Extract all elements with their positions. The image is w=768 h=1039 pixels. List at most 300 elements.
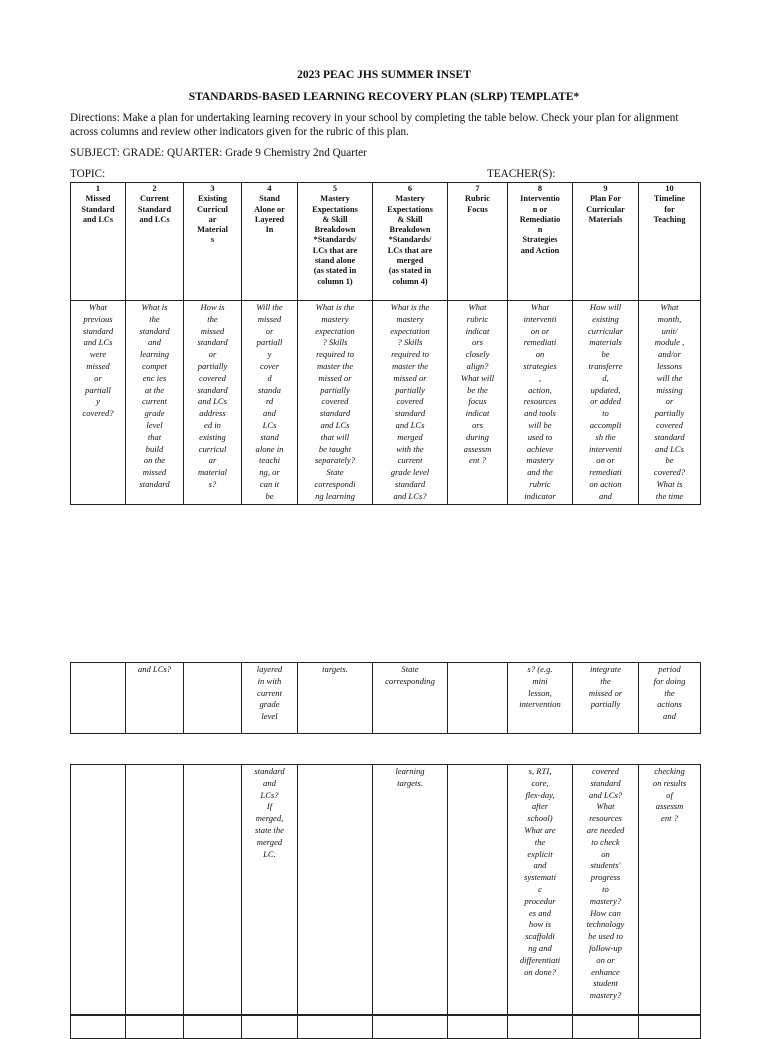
cell-text-line: flex-day, xyxy=(525,789,555,800)
cell-text-line: LCs that are xyxy=(387,245,433,255)
cell-text-line: How is xyxy=(200,302,225,312)
cell-text-line: ng, or xyxy=(259,467,280,478)
cell-text-line: Material xyxy=(197,225,228,235)
cell-text-line: ent ? xyxy=(661,813,678,824)
cell-text-line: be used to xyxy=(588,931,623,942)
cell-text-line: current xyxy=(257,687,282,698)
cell-text-line: d, xyxy=(602,372,609,383)
cell-text-line: What xyxy=(88,302,108,312)
cell-text-line: Will the xyxy=(256,302,283,312)
header-cell-col-4 xyxy=(242,183,298,301)
cell-text-line: partiall xyxy=(256,337,283,348)
cell-text-line: resources xyxy=(589,813,622,824)
cell-text-line: were xyxy=(89,349,107,360)
question-cont2-cell-col-10 xyxy=(639,765,701,1015)
cell-text-line: will the xyxy=(656,372,683,383)
cell-text-line: partially xyxy=(320,384,350,395)
cell-text-line: and LCs xyxy=(395,419,425,430)
cell-text-line: y xyxy=(267,349,272,360)
cell-text-line: interventi xyxy=(523,313,557,324)
document-title: 2023 PEAC JHS SUMMER INSET xyxy=(297,69,471,81)
cell-text-line: required to xyxy=(391,349,429,360)
cell-text-line: master the xyxy=(316,360,354,371)
cell-text-line: separately? xyxy=(314,455,356,466)
cell-text-line: of xyxy=(666,789,673,800)
cell-text-line: with the xyxy=(396,443,424,454)
cell-text-line: teachi xyxy=(259,455,280,466)
cell-text-line: on xyxy=(535,349,545,360)
cell-text-line: What is xyxy=(141,302,168,312)
cell-text-line: stand alone xyxy=(314,256,356,266)
cell-text-line: partially xyxy=(590,699,621,710)
cell-text-line: targets. xyxy=(397,777,423,788)
cell-text-line: covered xyxy=(592,766,619,776)
cell-text-line: LCs xyxy=(262,419,277,430)
cell-text-line: on xyxy=(601,848,610,859)
cell-text-line: standard xyxy=(82,325,114,336)
cell-text-line: Layered xyxy=(254,214,285,224)
cell-text-line: student xyxy=(593,978,618,989)
cell-text-line: What will xyxy=(460,372,495,383)
cell-text-line: Breakdown xyxy=(314,225,356,235)
cell-text-line: ar xyxy=(208,455,217,466)
cell-text-line: and xyxy=(263,777,276,788)
cell-text-line: previous xyxy=(83,313,113,324)
cell-text-line: be xyxy=(265,490,274,501)
cell-text-line: missed xyxy=(257,313,282,324)
cell-text-line: cover xyxy=(259,360,280,371)
cell-text-line: What xyxy=(596,801,615,812)
cell-text-line: Current xyxy=(140,194,169,204)
cell-text-line: or added xyxy=(590,396,621,407)
cell-text-line: be taught xyxy=(318,443,352,454)
blank-cell-col-3 xyxy=(184,1016,242,1039)
cell-text-line: standard xyxy=(654,431,685,442)
cell-text-line: learning xyxy=(139,349,170,360)
cell-text-line: Expectations xyxy=(387,204,433,214)
cell-text-line: resources xyxy=(523,396,557,407)
cell-text-line: merged xyxy=(256,836,283,847)
cell-text-line: or xyxy=(208,349,217,360)
cell-text-line: existing xyxy=(199,431,226,442)
cell-text-line: explicit xyxy=(527,848,553,859)
cell-text-line: standard xyxy=(197,337,228,348)
blank-cell-col-8 xyxy=(508,1016,573,1039)
cell-text-line: on or xyxy=(530,325,550,336)
cell-text-line: Missed xyxy=(85,194,111,204)
cell-text-line: and xyxy=(663,711,676,722)
cell-text-line: closely xyxy=(465,349,490,360)
cell-text-line: align? xyxy=(466,360,489,371)
question-cont-cell-col-1 xyxy=(71,663,126,734)
cell-text-line: and LCs? xyxy=(393,490,427,501)
cell-text-line: merged xyxy=(397,431,423,442)
cell-text-line: ng learning xyxy=(315,490,355,501)
subject-line: SUBJECT: GRADE: QUARTER: Grade 9 Chemistry 2nd Quarter xyxy=(70,147,367,159)
cell-text-line: ors xyxy=(472,419,483,430)
cell-text-line: What is the xyxy=(315,302,355,312)
question-cell-col-4 xyxy=(242,301,298,505)
cell-text-line: focus xyxy=(468,396,487,407)
cell-text-line: rubric xyxy=(529,478,551,489)
cell-text-line: grade xyxy=(259,699,280,710)
cell-text-line: that xyxy=(147,431,162,442)
cell-text-line: Remediatio xyxy=(519,214,561,224)
cell-text-line: targets. xyxy=(322,664,348,674)
cell-text-line: standard xyxy=(139,325,170,336)
cell-text-line: master the xyxy=(391,360,429,371)
teacher-label: TEACHER(S): xyxy=(487,168,556,180)
cell-text-line: rubric xyxy=(466,313,489,324)
cell-text-line: indicator xyxy=(524,490,556,501)
cell-text-line: on the xyxy=(143,455,166,466)
cell-text-line: n xyxy=(537,225,543,235)
cell-text-line: current xyxy=(397,455,423,466)
cell-text-line: column 4) xyxy=(392,276,428,286)
cell-text-line: standard xyxy=(394,408,426,419)
cell-text-line: and LCs xyxy=(655,443,684,454)
question-cont-cell-col-6 xyxy=(373,663,448,734)
question-cell-col-6 xyxy=(373,301,448,505)
cell-text-line: What xyxy=(468,302,487,312)
cell-text-line: Mastery xyxy=(395,194,425,204)
cell-text-line: and xyxy=(263,408,276,419)
cell-text-line: ors xyxy=(472,337,483,348)
question-cont2-cell-col-6 xyxy=(373,765,448,1015)
cell-text-line: s xyxy=(210,235,215,245)
cell-text-line: or xyxy=(265,325,274,336)
cell-text-line: corresponding xyxy=(385,675,435,686)
cell-text-line: lesson, xyxy=(528,687,552,698)
cell-text-line: indicat xyxy=(465,325,490,336)
question-cont-cell-col-8 xyxy=(508,663,573,734)
cell-text-line: 6 xyxy=(407,184,413,193)
cell-text-line: *Standards/ xyxy=(388,235,432,245)
cell-text-line: differentiati xyxy=(519,954,561,965)
cell-text-line: ng and xyxy=(528,942,552,953)
cell-text-line: merged xyxy=(396,256,424,266)
cell-text-line: missed or xyxy=(588,687,623,698)
cell-text-line: partially xyxy=(395,384,425,395)
cell-text-line: Mastery xyxy=(320,194,350,204)
cell-text-line: month, xyxy=(657,313,682,324)
cell-text-line: standard xyxy=(197,384,228,395)
blank-cell-col-1 xyxy=(71,1016,126,1039)
question-cont2-cell-col-1 xyxy=(71,765,126,1015)
cell-text-line: the xyxy=(149,313,160,324)
cell-text-line: missed xyxy=(200,325,225,336)
cell-text-line: and xyxy=(533,860,547,871)
cell-text-line: LCs that are xyxy=(312,245,358,255)
question-cell-col-1 xyxy=(71,301,126,505)
cell-text-line: required to xyxy=(316,349,354,360)
cell-text-line: mastery xyxy=(321,313,349,324)
cell-text-line: students' xyxy=(590,860,621,871)
cell-text-line: ? Skills xyxy=(322,337,348,348)
question-cont2-cell-col-8 xyxy=(508,765,573,1015)
cell-text-line: grade level xyxy=(390,467,430,478)
cell-text-line: (as stated in xyxy=(388,266,432,276)
cell-text-line: and LCs? xyxy=(588,789,623,800)
header-cell-col-1 xyxy=(71,183,126,301)
cell-text-line: follow-up xyxy=(589,942,622,953)
cell-text-line: or xyxy=(94,372,102,383)
cell-text-line: Alone or xyxy=(254,204,285,214)
cell-text-line: ? Skills xyxy=(397,337,423,348)
question-cont-cell-col-9 xyxy=(573,663,639,734)
cell-text-line: 3 xyxy=(210,184,215,193)
cell-text-line: n or xyxy=(532,204,548,214)
cell-text-line: systemati xyxy=(524,872,556,883)
cell-text-line: scaffoldi xyxy=(525,931,555,942)
header-cell-col-2 xyxy=(126,183,184,301)
header-cell-col-7 xyxy=(448,183,508,301)
cell-text-line: for doing xyxy=(653,675,686,686)
cell-text-line: Rubric xyxy=(465,194,490,204)
cell-text-line: 9 xyxy=(603,184,608,193)
cell-text-line: actions xyxy=(657,699,682,710)
header-cell-col-3 xyxy=(184,183,242,301)
cell-text-line: mastery xyxy=(526,455,554,466)
cell-text-line: and LCs xyxy=(139,214,170,224)
cell-text-line: in with xyxy=(257,675,282,686)
cell-text-line: expectation xyxy=(315,325,355,336)
cell-text-line: lessons xyxy=(657,360,682,371)
cell-text-line: partially xyxy=(654,408,685,419)
cell-text-line: and LCs? xyxy=(137,664,172,674)
cell-text-line: unit/ xyxy=(661,325,678,336)
cell-text-line: rd xyxy=(265,396,274,407)
cell-text-line: mastery xyxy=(396,313,424,324)
cell-text-line: after xyxy=(531,801,549,812)
cell-text-line: Strategies xyxy=(522,235,558,245)
cell-text-line: period xyxy=(658,664,681,674)
cell-text-line: merged, xyxy=(255,813,284,824)
cell-text-line: alone in xyxy=(255,443,284,454)
cell-text-line: c xyxy=(538,883,542,894)
cell-text-line: address xyxy=(199,408,226,419)
cell-text-line: 10 xyxy=(665,184,674,193)
cell-text-line: Standard xyxy=(81,204,115,214)
cell-text-line: remediati xyxy=(523,337,557,348)
cell-text-line: progress xyxy=(590,872,621,883)
question-cell-col-5 xyxy=(298,301,373,505)
cell-text-line: & Skill xyxy=(322,214,348,224)
cell-text-line: LC. xyxy=(263,848,276,859)
cell-text-line: Curricular xyxy=(586,204,625,214)
cell-text-line: Materials xyxy=(588,214,623,224)
slrp-table xyxy=(70,182,701,505)
slrp-table-continued xyxy=(70,662,701,734)
guide-question-continuation-row xyxy=(71,663,701,734)
cell-text-line: and LCs xyxy=(198,396,227,407)
cell-text-line: the xyxy=(664,687,675,698)
cell-text-line: curricular xyxy=(587,325,624,336)
cell-text-line: procedur xyxy=(524,895,556,906)
cell-text-line: ar xyxy=(208,214,217,224)
question-cont-cell-col-3 xyxy=(184,663,242,734)
cell-text-line: covered xyxy=(396,396,424,407)
cell-text-line: are needed xyxy=(586,824,625,835)
question-cell-col-2 xyxy=(126,301,184,505)
cell-text-line: *Standards/ xyxy=(313,235,357,245)
cell-text-line: build xyxy=(145,443,164,454)
cell-text-line: will be xyxy=(528,419,552,430)
header-cell-col-8 xyxy=(508,183,573,301)
question-cell-col-8 xyxy=(508,301,573,505)
cell-text-line: Plan For xyxy=(589,194,622,204)
cell-text-line: enhance xyxy=(591,966,620,977)
cell-text-line: technology xyxy=(586,919,625,930)
directions-text: Directions: Make a plan for undertaking learning recovery in your school by completing the table below. Check your plan for alignment across columns and review other indicators given for the rubric of this plan. xyxy=(70,112,679,138)
cell-text-line: the xyxy=(534,836,546,847)
cell-text-line: be xyxy=(601,349,610,360)
cell-text-line: the xyxy=(600,675,611,686)
cell-text-line: on action xyxy=(589,478,622,489)
cell-text-line: current xyxy=(142,396,167,407)
cell-text-line: checking xyxy=(654,766,685,776)
cell-text-line: material xyxy=(197,467,228,478)
cell-text-line: and the xyxy=(527,467,553,478)
question-cont-cell-col-2 xyxy=(126,663,184,734)
header-cell-col-10 xyxy=(639,183,701,301)
cell-text-line: to xyxy=(602,883,609,894)
cell-text-line: remediati xyxy=(589,467,622,478)
cell-text-line: layered xyxy=(256,664,283,674)
blank-cell-col-4 xyxy=(242,1016,298,1039)
cell-text-line: that will xyxy=(320,431,350,442)
cell-text-line: Curricul xyxy=(197,204,228,214)
cell-text-line: and tools xyxy=(524,408,556,419)
header-row xyxy=(71,183,701,301)
slrp-table-continued-2 xyxy=(70,764,701,1015)
cell-text-line: 1 xyxy=(95,184,101,193)
cell-text-line: sh the xyxy=(595,431,616,442)
cell-text-line: What is the xyxy=(390,302,430,312)
cell-text-line: partiall xyxy=(85,384,111,395)
cell-text-line: column 1) xyxy=(317,276,353,286)
cell-text-line: missed xyxy=(142,467,167,478)
cell-text-line: and Action xyxy=(520,245,560,255)
cell-text-line: curricul xyxy=(198,443,227,454)
cell-text-line: 7 xyxy=(475,184,480,193)
cell-text-line: What are xyxy=(524,824,556,835)
cell-text-line: mastery? xyxy=(589,895,622,906)
cell-text-line: covered xyxy=(656,419,683,430)
cell-text-line: es and xyxy=(528,907,552,918)
cell-text-line: to xyxy=(602,408,609,419)
question-cont2-cell-col-7 xyxy=(448,765,508,1015)
cell-text-line: Expectations xyxy=(312,204,358,214)
cell-text-line: indicat xyxy=(465,408,490,419)
cell-text-line: strategies xyxy=(523,360,557,371)
cell-text-line: expectation xyxy=(390,325,430,336)
cell-text-line: Focus xyxy=(467,204,488,214)
question-cell-col-10 xyxy=(639,301,701,505)
cell-text-line: , xyxy=(538,372,542,383)
cell-text-line: integrate xyxy=(589,664,622,674)
cell-text-line: Teaching xyxy=(653,214,686,224)
cell-text-line: covered? xyxy=(82,408,114,419)
blank-cell-col-5 xyxy=(298,1016,373,1039)
cell-text-line: In xyxy=(265,225,274,235)
cell-text-line: stand xyxy=(260,431,279,442)
cell-text-line: level xyxy=(146,419,163,430)
cell-text-line: existing xyxy=(592,313,619,324)
question-cell-col-9 xyxy=(573,301,639,505)
cell-text-line: 2 xyxy=(152,184,157,193)
topic-label: TOPIC: xyxy=(70,168,106,180)
cell-text-line: Stand xyxy=(259,194,280,204)
blank-cell-col-7 xyxy=(448,1016,508,1039)
cell-text-line: accompli xyxy=(589,419,622,430)
cell-text-line: missed or xyxy=(318,372,352,383)
question-cont-cell-col-10 xyxy=(639,663,701,734)
cell-text-line: and xyxy=(148,337,161,348)
cell-text-line: ed in xyxy=(204,419,221,430)
cell-text-line: level xyxy=(261,711,278,722)
header-cell-col-9 xyxy=(573,183,639,301)
cell-text-line: used to xyxy=(527,431,553,442)
cell-text-line: partially xyxy=(197,360,228,371)
cell-text-line: enc ies xyxy=(142,372,167,383)
cell-text-line: missed xyxy=(86,360,110,371)
question-cont2-cell-col-3 xyxy=(184,765,242,1015)
cell-text-line: how is xyxy=(528,919,552,930)
cell-text-line: for xyxy=(664,204,675,214)
cell-text-line: intervention xyxy=(519,699,561,710)
cell-text-line: standard xyxy=(319,408,351,419)
cell-text-line: assessm xyxy=(463,443,492,454)
cell-text-line: on results xyxy=(652,777,687,788)
question-cont-cell-col-4 xyxy=(242,663,298,734)
cell-text-line: s? xyxy=(208,478,217,489)
cell-text-line: LCs? xyxy=(260,789,279,800)
cell-text-line: missing xyxy=(656,384,683,395)
slrp-table-blank xyxy=(70,1015,701,1039)
cell-text-line: s? (e.g. xyxy=(527,664,553,674)
cell-text-line: standard xyxy=(254,766,285,776)
cell-text-line: covered? xyxy=(653,467,686,478)
cell-text-line: What xyxy=(530,302,550,312)
blank-cell-col-10 xyxy=(639,1016,701,1039)
template-title: STANDARDS-BASED LEARNING RECOVERY PLAN (SLRP) TEMPLATE* xyxy=(188,91,580,103)
blank-entry-row xyxy=(71,1016,701,1039)
cell-text-line: What is xyxy=(656,478,683,489)
cell-text-line: 4 xyxy=(267,184,272,193)
cell-text-line: State xyxy=(401,664,419,674)
cell-text-line: Timeline xyxy=(653,194,686,204)
cell-text-line: compet xyxy=(142,360,167,371)
question-cont2-cell-col-5 xyxy=(298,765,373,1015)
cell-text-line: and/or xyxy=(658,349,681,360)
cell-text-line: core, xyxy=(531,777,549,788)
question-cont-cell-col-7 xyxy=(448,663,508,734)
cell-text-line: on or xyxy=(596,455,615,466)
cell-text-line: can it xyxy=(259,478,280,489)
cell-text-line: and xyxy=(599,490,612,501)
cell-text-line: mini xyxy=(532,675,548,686)
cell-text-line: school) xyxy=(527,813,553,824)
cell-text-line: Existing xyxy=(197,194,228,204)
cell-text-line: action, xyxy=(528,384,552,395)
cell-text-line: Interventio xyxy=(520,194,560,204)
question-cell-col-7 xyxy=(448,301,508,505)
cell-text-line: s, RTI, xyxy=(528,766,552,776)
cell-text-line: interventi xyxy=(589,443,622,454)
question-cont2-cell-col-4 xyxy=(242,765,298,1015)
cell-text-line: Breakdown xyxy=(389,225,431,235)
